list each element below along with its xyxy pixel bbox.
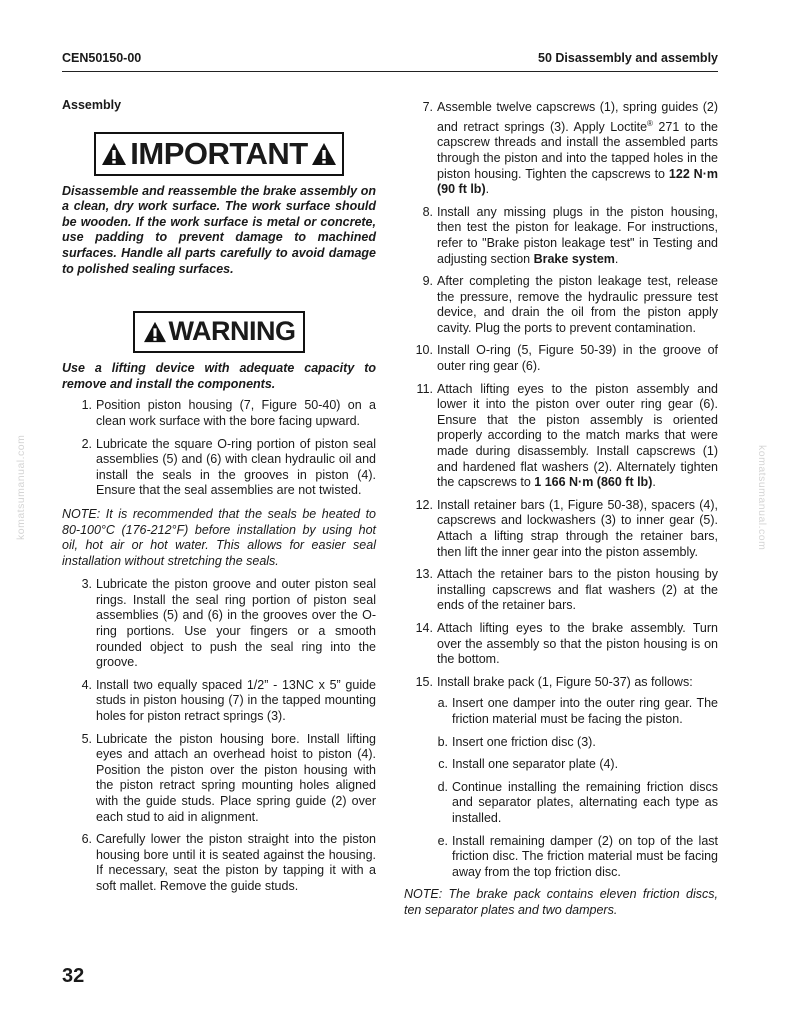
warning-text: Use a lifting device with adequate capacity to remove and install the components.: [62, 361, 376, 391]
warning-triangle-icon: [143, 321, 167, 343]
list-item: 12. Install retainer bars (1, Figure 50-38), spacers (4), capscrews and lockwashers (3) to inner gear (5). Attach a lifting strap through the retainer bars, then lift the inner gear into the piston assembly.: [415, 497, 718, 559]
watermark-right: komatsumanual.com: [756, 445, 768, 551]
warning-signal-box: [133, 311, 305, 353]
list-item: 1. Position piston housing (7, Figure 50-40) on a clean work surface with the bore facing upward.: [81, 398, 376, 428]
important-label: IMPORTANT: [130, 135, 308, 171]
brake-pack-note: NOTE: The brake pack contains eleven friction discs, ten separator plates and two dampers.: [404, 887, 718, 917]
list-item: 10. Install O-ring (5, Figure 50-39) in the groove of outer ring gear (6).: [415, 343, 718, 374]
section-title: 50 Disassembly and assembly: [538, 51, 718, 65]
warning-triangle-icon: [311, 142, 337, 166]
list-item: 7. Assemble twelve capscrews (1), spring guides (2) and retract springs (3). Apply Loctite® 271 to the capscrew threads and install the assembled parts through the piston and into the tapped holes in the piston housing. Tighten the capscrews to 122 N·m (90 ft lb).: [422, 100, 718, 197]
steps-list-c: [404, 100, 718, 880]
list-item: d. Continue installing the remaining friction discs and separator plates, alternating each type as installed.: [437, 779, 718, 825]
doc-code: CEN50150-00: [62, 51, 142, 65]
page-header: [62, 51, 718, 71]
torque-value: 122 N·m (90 ft lb): [437, 166, 718, 197]
left-column: [62, 98, 376, 902]
watermark-left: komatsumanual.com: [15, 434, 27, 540]
list-item: 5. Lubricate the piston housing bore. Install lifting eyes and attach an overhead hoist to piston (4). Position the piston over the piston housing with the piston retract spring mounting holes aligned with the guide studs. Place spring guide (2) over each stud to aid in alignment.: [81, 731, 376, 824]
steps-list-a: [62, 398, 376, 499]
list-item: 9. After completing the piston leakage test, release the pressure, remove the hydraulic pressure test device, and drain the oil from the piston apply cavity. Plug the ports to prevent contamination.: [422, 274, 718, 335]
assembly-heading: Assembly: [62, 98, 122, 112]
list-item: 2. Lubricate the square O-ring portion of piston seal assemblies (5) and (6) with clean hydraulic oil and install the seals in the grooves in piston (4). Ensure that the seal assemblies are not twisted.: [81, 436, 376, 498]
list-item: c. Install one separator plate (4).: [438, 757, 619, 772]
list-item: 11. Attach lifting eyes to the piston assembly and lower it into the piston over outer ring gear (6). Ensure that the piston assembly is oriented properly according to the match marks that were made during disassembly. Install capscrews (1) and hardened flat washers (2). Alternately tighten the capscrews to 1 166 N·m (860 ft lb).: [416, 381, 718, 490]
list-item: 6. Carefully lower the piston straight into the piston housing bore until it is seated against the housing. If necessary, seat the piston by tapping it with a soft mallet. Remove the guide studs.: [81, 832, 376, 893]
list-item: 14. Attach lifting eyes to the brake assembly. Turn over the assembly so that the piston housing is on the bottom.: [415, 620, 718, 667]
section-reference: Brake system: [533, 251, 615, 266]
header-divider: [62, 71, 718, 72]
steps-list-b: [62, 577, 376, 894]
list-item: b. Insert one friction disc (3).: [437, 734, 596, 749]
warning-label: WARNING: [168, 316, 296, 347]
list-item: 8. Install any missing plugs in the piston housing, then test the piston for leakage. For instructions, refer to "Brake piston leakage test" in Testing and adjusting section Brake system.: [422, 204, 718, 266]
list-item: e. Install remaining damper (2) on top of the last friction disc. The friction material must be facing away from the top friction disc.: [437, 833, 718, 879]
right-column: [404, 100, 718, 926]
warning-triangle-icon: [101, 142, 127, 166]
list-item: 15. Install brake pack (1, Figure 50-37) as follows: a. Insert one damper into the outer ring gear. The friction material must be facing the piston. b. Insert one friction disc (3). c. Install one separator plate (4). d. Continue installing the remaining friction discs and separator plates, alternating each type as installed. e. Install remaining damper (2) on top of the last friction disc. The friction material must be facing away from the top friction disc.: [404, 675, 718, 881]
torque-value: 1 166 N·m (860 ft lb): [534, 475, 653, 490]
list-item: 3. Lubricate the piston groove and outer piston seal rings. Install the seal ring portion of piston seal assemblies (5) and (6) in the grooves over the O-ring portions. Use your fingers or a smooth rounded object to push the seal ring into the groove.: [81, 577, 376, 670]
list-item: 13. Attach the retainer bars to the piston housing by installing capscrews and flat washers (2) at the ends of the retainer bars.: [415, 567, 718, 613]
page-number: 32: [62, 965, 85, 987]
list-item: a. Insert one damper into the outer ring gear. The friction material must be facing the piston.: [437, 696, 718, 726]
important-signal-box: [94, 132, 344, 176]
brake-pack-substeps: [404, 696, 718, 880]
seal-heating-note: NOTE: It is recommended that the seals be heated to 80-100°C (176-212°F) before installation by using hot oil, hot air or hot water. This allows for easier seal installation without stretching the seals.: [62, 506, 376, 568]
important-text: Disassemble and reassemble the brake assembly on a clean, dry work surface. The work surface should be wooden. If the work surface is metal or concrete, use padding to prevent damage to machined surfaces. Handle all parts carefully to avoid damage to polished sealing surfaces.: [62, 183, 376, 276]
list-item: 4. Install two equally spaced 1/2” - 13NC x 5” guide studs in piston housing (7) in the tapped mounting holes for piston retract springs (3).: [81, 677, 376, 724]
